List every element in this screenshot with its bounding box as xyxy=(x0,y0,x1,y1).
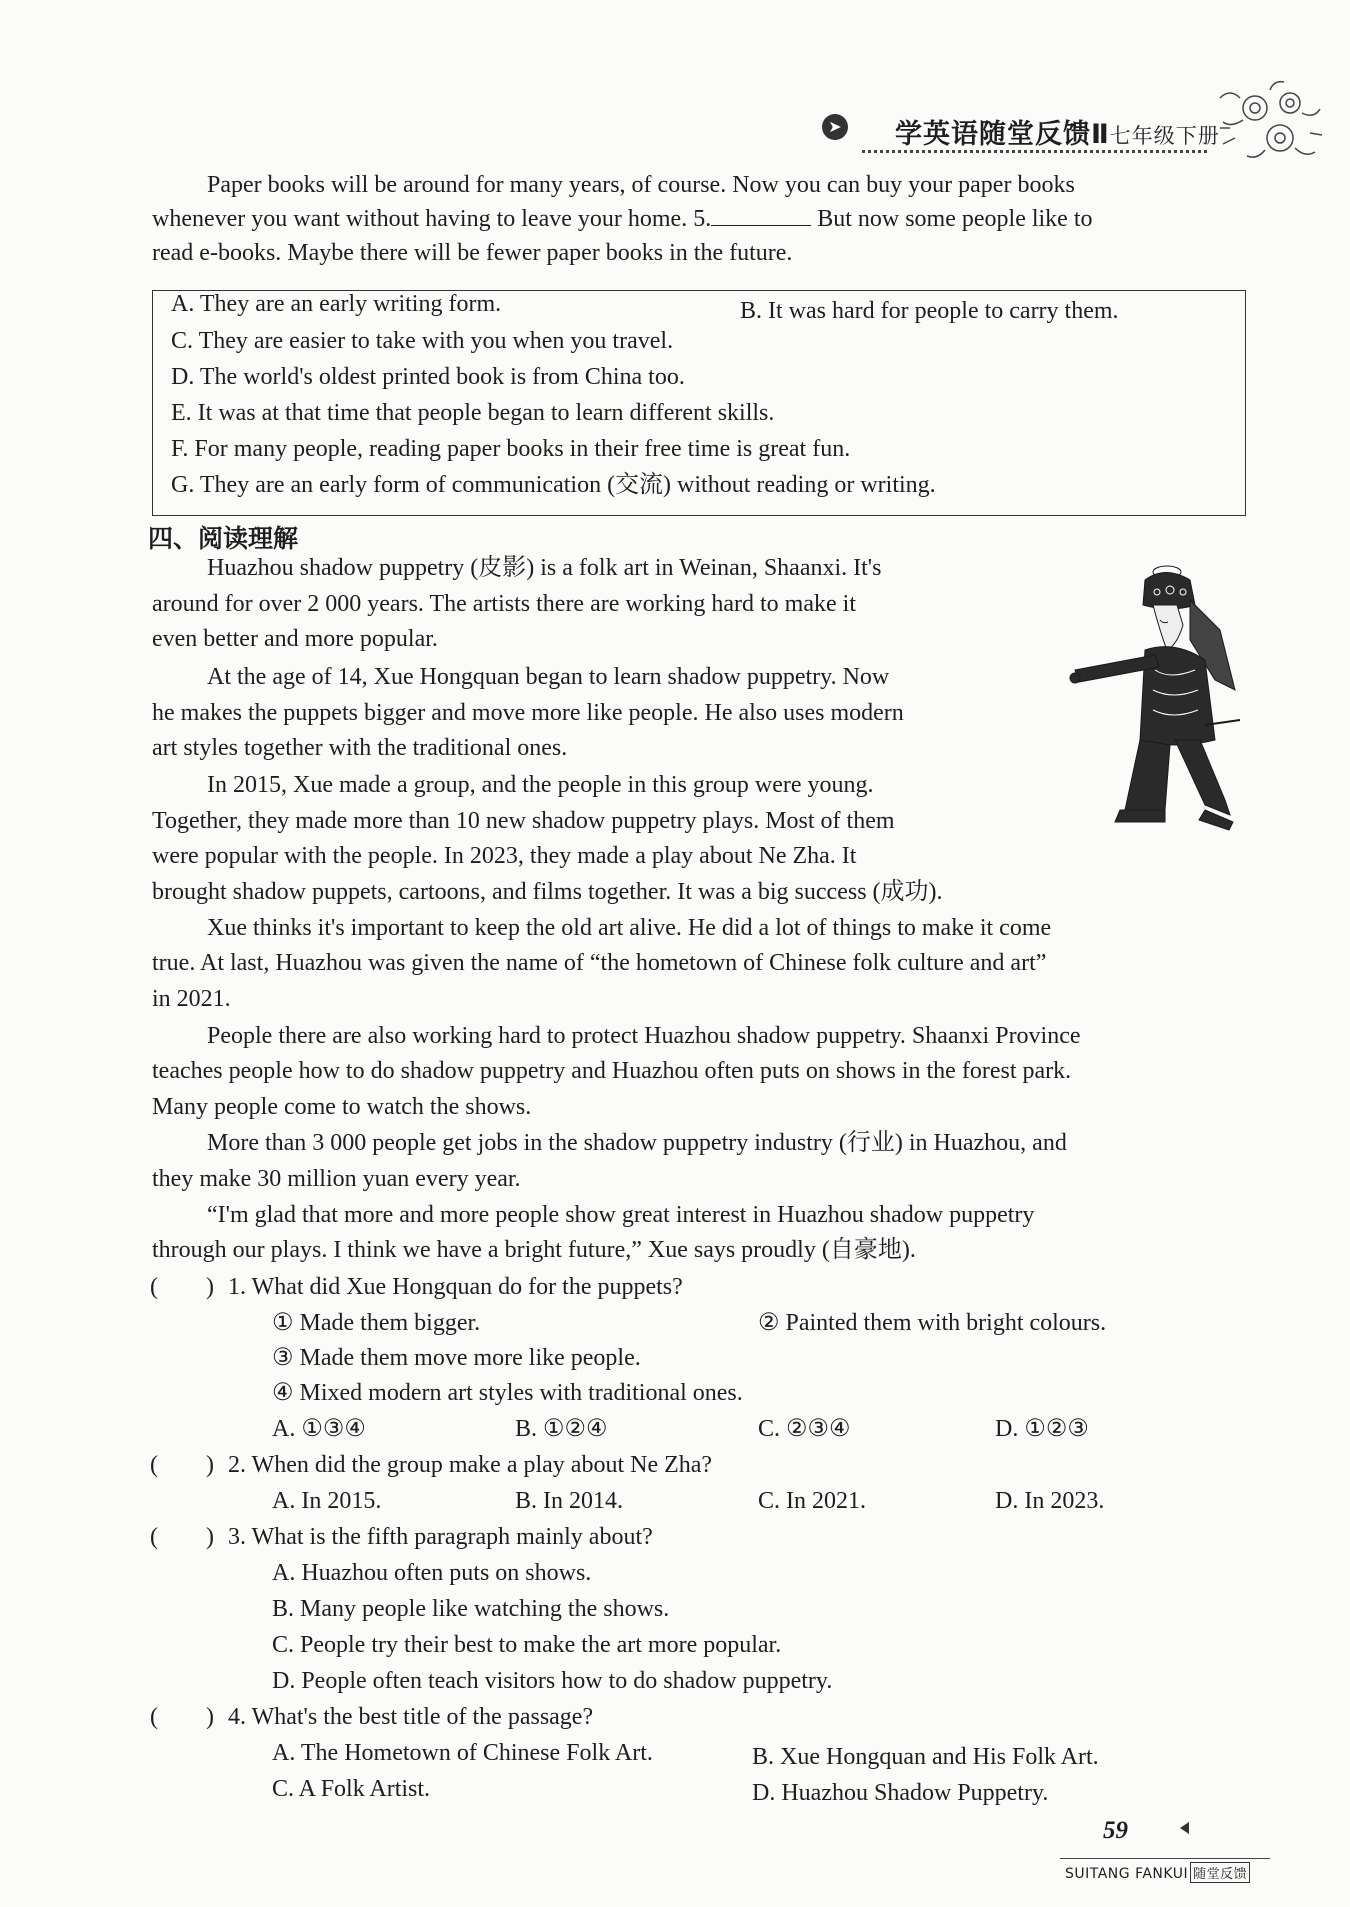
q3-option-d[interactable]: D. People often teach visitors how to do shadow puppetry. xyxy=(272,1668,833,1694)
header-divider xyxy=(862,150,1207,153)
q4-answer-paren[interactable]: ( ) xyxy=(150,1704,214,1730)
q2-stem: 2. When did the group make a play about Ne Zha? xyxy=(228,1452,713,1478)
q2-option-b[interactable]: B. In 2014. xyxy=(515,1488,623,1514)
reading-line-16: Many people come to watch the shows. xyxy=(152,1094,532,1120)
q3-option-c[interactable]: C. People try their best to make the art more popular. xyxy=(272,1632,782,1658)
reading-line-2: around for over 2 000 years. The artists there are working hard to make it xyxy=(152,591,856,617)
q3-option-b[interactable]: B. Many people like watching the shows. xyxy=(272,1596,670,1622)
footer-brand: SUITANG FANKUI 随堂反馈 xyxy=(1065,1862,1250,1883)
reading-line-5: he makes the puppets bigger and move more like people. He also uses modern xyxy=(152,700,904,726)
q2-answer-paren[interactable]: ( ) xyxy=(150,1452,214,1478)
page-number: 59 xyxy=(1103,1817,1128,1844)
reading-line-9: were popular with the people. In 2023, they made a play about Ne Zha. It xyxy=(152,843,857,869)
after-blank-text: But now some people like to xyxy=(817,206,1093,232)
q4-option-a[interactable]: A. The Hometown of Chinese Folk Art. xyxy=(272,1740,653,1766)
q1-option-c[interactable]: C. ②③④ xyxy=(758,1416,851,1442)
q4-option-d[interactable]: D. Huazhou Shadow Puppetry. xyxy=(752,1780,1049,1806)
q1-option-a[interactable]: A. ①③④ xyxy=(272,1416,366,1442)
reading-line-18: they make 30 million yuan every year. xyxy=(152,1166,521,1192)
q2-option-d[interactable]: D. In 2023. xyxy=(995,1488,1105,1514)
q1-answer-paren[interactable]: ( ) xyxy=(150,1274,214,1300)
shadow-puppet-illustration xyxy=(1065,560,1245,860)
header-subtitle: 七年级下册 xyxy=(1109,124,1220,148)
section-heading: 四、阅读理解 xyxy=(148,524,299,553)
q4-stem: 4. What's the best title of the passage? xyxy=(228,1704,594,1730)
option-e: E. It was at that time that people began to learn different skills. xyxy=(171,400,775,426)
q1-statement-4: ④ Mixed modern art styles with traditional ones. xyxy=(272,1380,743,1406)
q2-option-a[interactable]: A. In 2015. xyxy=(272,1488,382,1514)
header-arrow-icon: ➤ xyxy=(822,114,848,140)
passage-line-2: whenever you want without having to leave your home. 5. But now some people like to xyxy=(152,203,1093,234)
reading-line-15: teaches people how to do shadow puppetry and Huazhou often puts on shows in the forest park. xyxy=(152,1058,1072,1084)
q1-statement-2: ② Painted them with bright colours. xyxy=(758,1310,1107,1336)
reading-line-6: art styles together with the traditional ones. xyxy=(152,735,568,761)
q1-statement-3: ③ Made them move more like people. xyxy=(272,1345,641,1371)
reading-line-19: “I'm glad that more and more people show great interest in Huazhou shadow puppetry xyxy=(207,1202,1035,1228)
reading-line-3: even better and more popular. xyxy=(152,626,438,652)
footer-divider xyxy=(1060,1858,1270,1859)
q3-stem: 3. What is the fifth paragraph mainly about? xyxy=(228,1524,653,1550)
q1-option-b[interactable]: B. ①②④ xyxy=(515,1416,608,1442)
option-b: B. It was hard for people to carry them. xyxy=(740,298,1119,324)
answer-blank[interactable] xyxy=(711,203,811,226)
q4-option-b[interactable]: B. Xue Hongquan and His Folk Art. xyxy=(752,1744,1099,1770)
reading-line-20: through our plays. I think we have a bright future,” Xue says proudly (自豪地). xyxy=(152,1237,916,1263)
reading-line-7: In 2015, Xue made a group, and the people in this group were young. xyxy=(207,772,874,798)
q3-option-a[interactable]: A. Huazhou often puts on shows. xyxy=(272,1560,592,1586)
reading-line-8: Together, they made more than 10 new shadow puppetry plays. Most of them xyxy=(152,808,895,834)
reading-line-1: Huazhou shadow puppetry (皮影) is a folk art in Weinan, Shaanxi. It's xyxy=(207,555,882,581)
option-g: G. They are an early form of communication (交流) without reading or writing. xyxy=(171,472,936,498)
page-arrow-icon xyxy=(1180,1822,1189,1834)
reading-line-17: More than 3 000 people get jobs in the shadow puppetry industry (行业) in Huazhou, and xyxy=(207,1130,1067,1156)
passage-line-1: Paper books will be around for many years, of course. Now you can buy your paper books xyxy=(207,172,1075,198)
reading-line-13: in 2021. xyxy=(152,986,231,1012)
reading-line-11: Xue thinks it's important to keep the old art alive. He did a lot of things to make it come xyxy=(207,915,1052,941)
reading-line-12: true. At last, Huazhou was given the name of “the hometown of Chinese folk culture and art” xyxy=(152,950,1047,976)
option-d: D. The world's oldest printed book is from China too. xyxy=(171,364,685,390)
option-a: A. They are an early writing form. xyxy=(171,291,502,317)
option-c: C. They are easier to take with you when you travel. xyxy=(171,328,674,354)
floral-ornament-icon xyxy=(1210,78,1325,168)
reading-line-4: At the age of 14, Xue Hongquan began to learn shadow puppetry. Now xyxy=(207,664,890,690)
q1-option-d[interactable]: D. ①②③ xyxy=(995,1416,1089,1442)
q1-statement-1: ① Made them bigger. xyxy=(272,1310,481,1336)
blank-number: 5. xyxy=(693,206,712,232)
option-f: F. For many people, reading paper books in their free time is great fun. xyxy=(171,436,851,462)
q1-stem: 1. What did Xue Hongquan do for the puppets? xyxy=(228,1274,683,1300)
footer-brand-cn: 随堂反馈 xyxy=(1190,1862,1250,1883)
q4-option-c[interactable]: C. A Folk Artist. xyxy=(272,1776,431,1802)
reading-line-10: brought shadow puppets, cartoons, and films together. It was a big success (成功). xyxy=(152,879,943,905)
q2-option-c[interactable]: C. In 2021. xyxy=(758,1488,866,1514)
reading-line-14: People there are also working hard to protect Huazhou shadow puppetry. Shaanxi Province xyxy=(207,1023,1081,1049)
passage-line-3: read e-books. Maybe there will be fewer paper books in the future. xyxy=(152,240,793,266)
header-title: 学英语随堂反馈Ⅱ七年级下册 xyxy=(895,119,1220,150)
q3-answer-paren[interactable]: ( ) xyxy=(150,1524,214,1550)
